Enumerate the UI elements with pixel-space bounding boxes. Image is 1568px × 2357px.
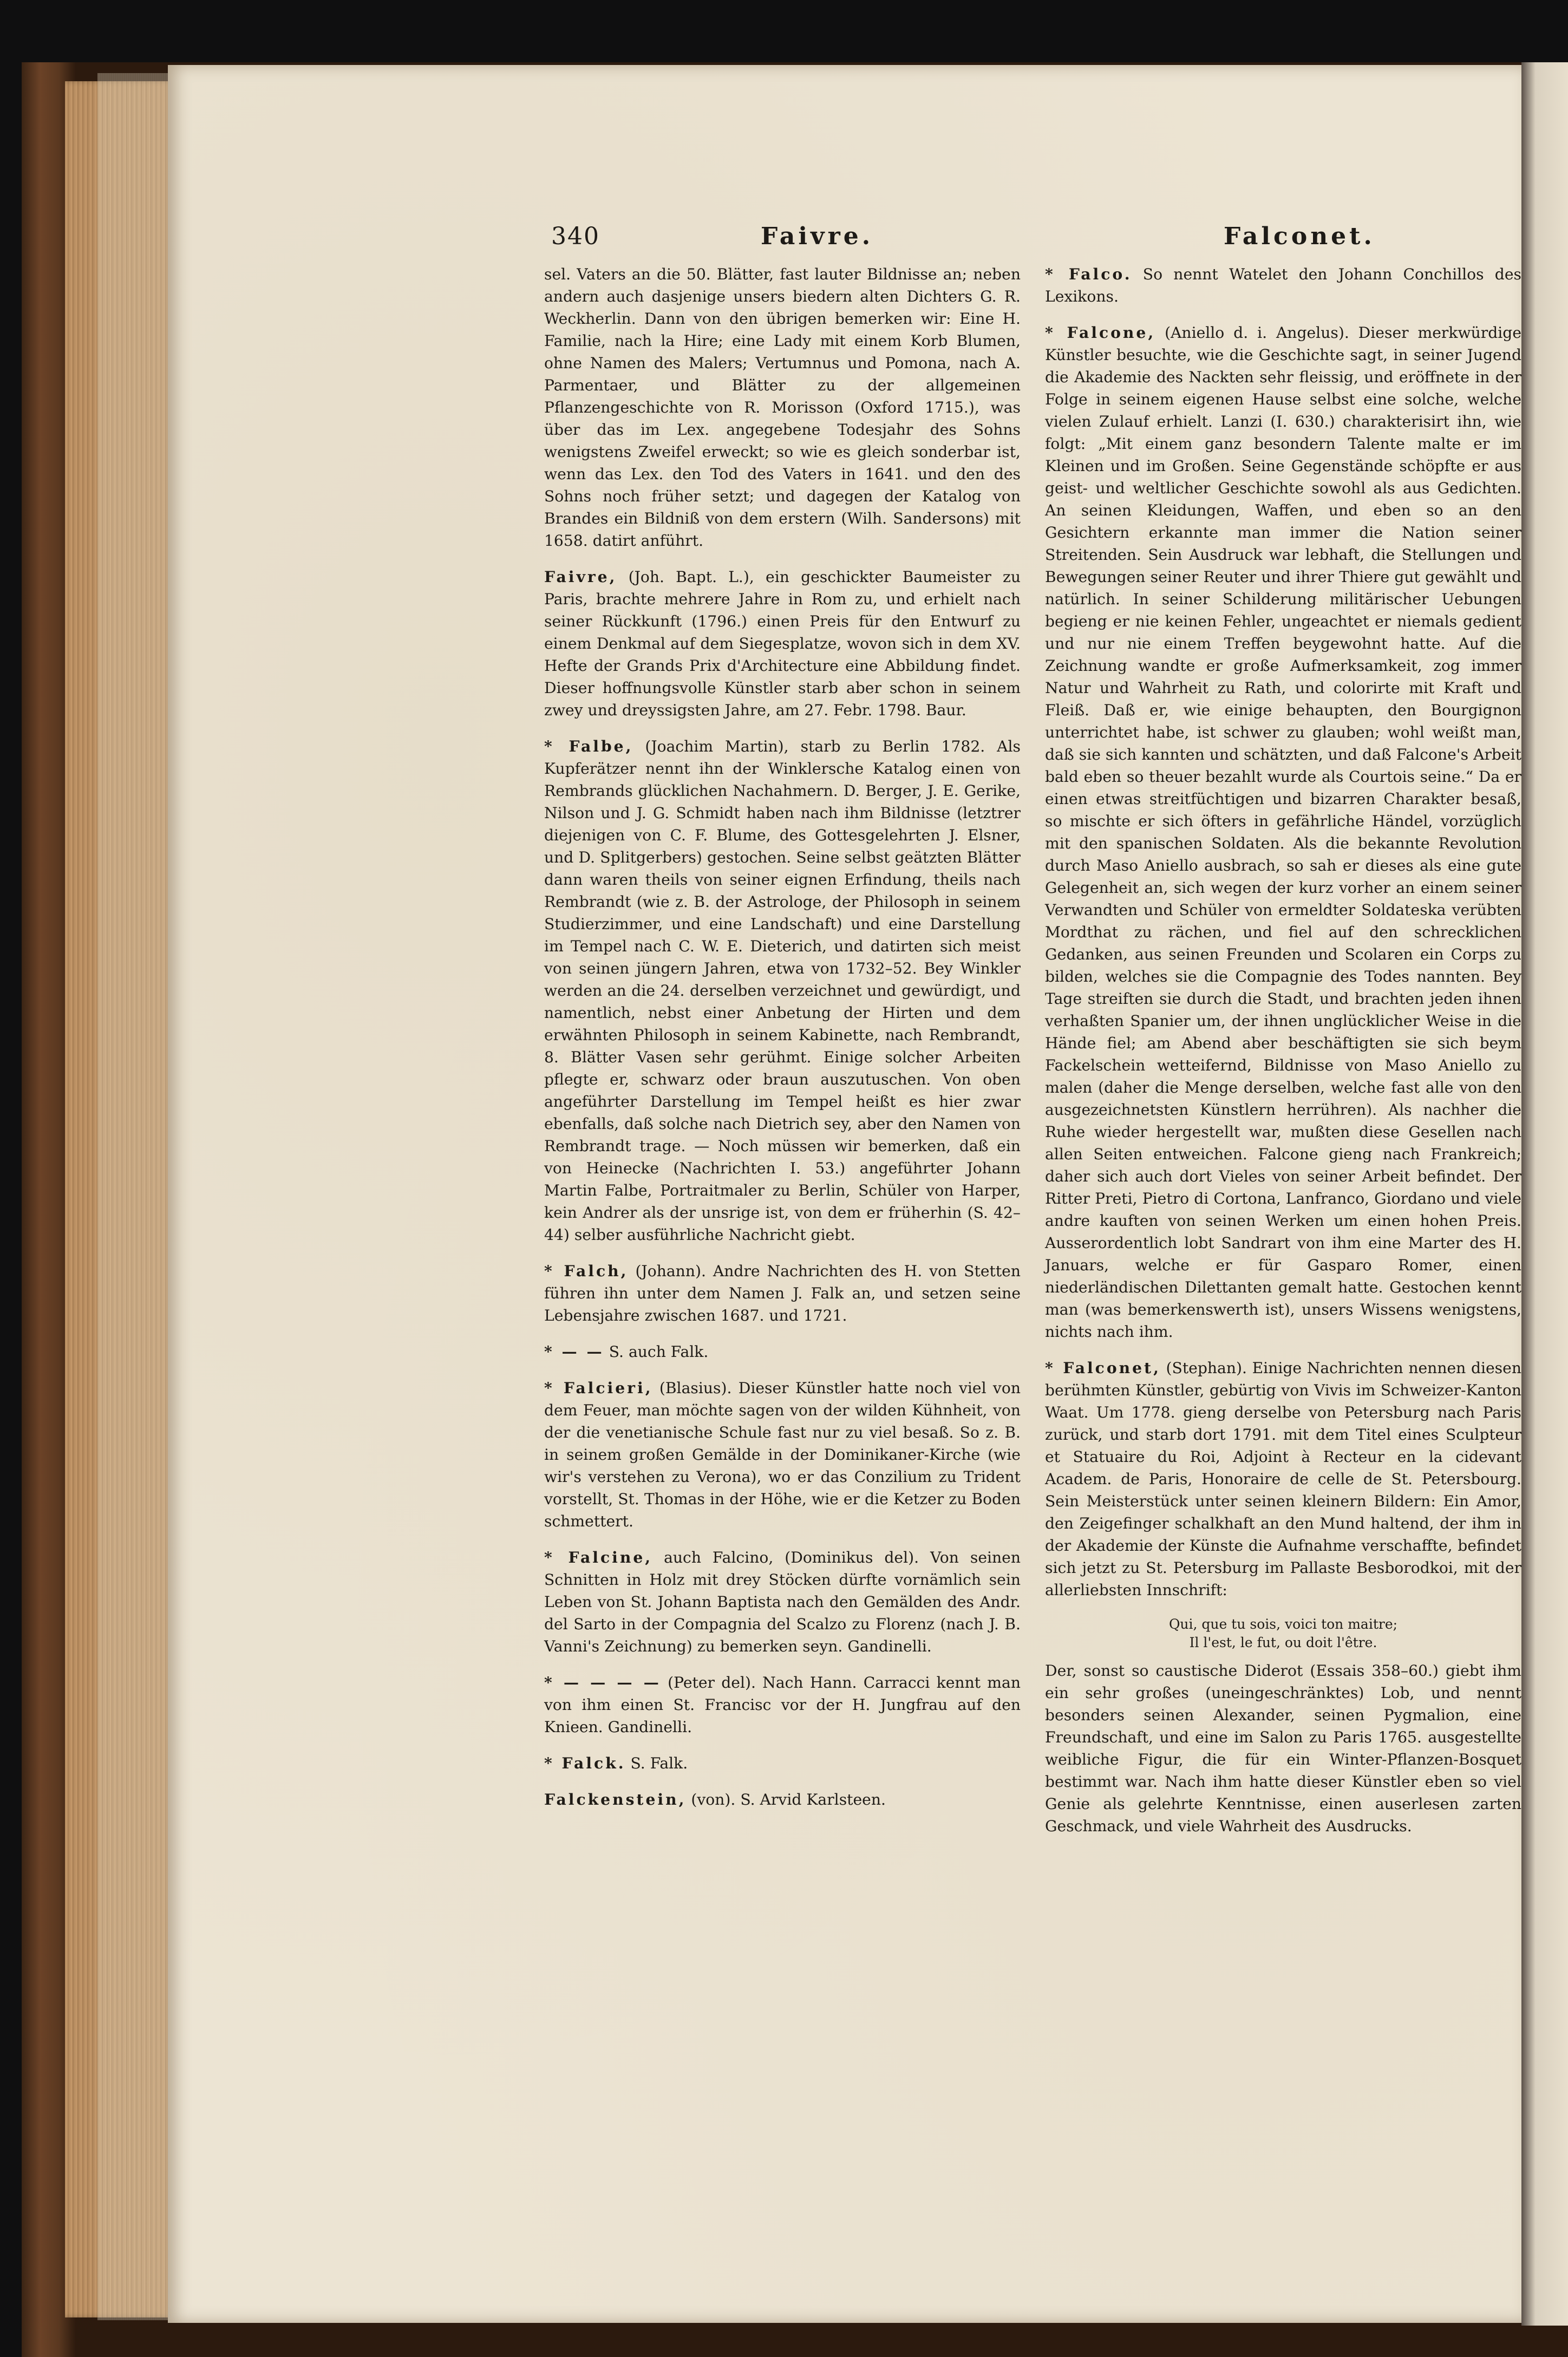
entry-text: (Peter del). Nach Hann. Carracci kennt man von ihm einen St. Francisc vor der H. Jungfrau auf den Knieen. Gandinelli. [544, 1674, 1021, 1736]
entry-text: (Joh. Bapt. L.), ein geschickter Baumeister zu Paris, brachte mehrere Jahre in Rom zu, und erhielt nach seiner Rückkunft (1796.) einen Preis für den Entwurf zu einem Denkmal auf dem Siegesplatze, wovon sich in dem XV. Hefte der Grands Prix d'Architecture eine Abbildung findet. Dieser hoffnungsvolle Künstler starb aber schon in seinem zwey und dreyssigsten Jahre, am 27. Febr. 1798. Baur. [544, 568, 1021, 719]
entry-text: S. Falk. [630, 1754, 688, 1772]
entry-text: So nennt Watelet den Johann Conchillos des Lexikons. [1045, 265, 1521, 305]
entry-text: S. auch Falk. [609, 1343, 709, 1361]
dictionary-entry [1045, 263, 1521, 308]
dictionary-entry [1045, 322, 1521, 1343]
dictionary-entry [544, 1546, 1021, 1657]
dictionary-entry [1045, 1660, 1521, 1837]
entry-headword: * Falconet, [1045, 1359, 1161, 1377]
entry-text: (Stephan). Einige Nachrichten nennen diesen berühmten Künstler, gebürtig von Vivis im Schweizer-Kanton Waat. Um 1778. gieng derselbe von Petersburg nach Paris zurück, und starb dort 1791. mit dem Titel eines Sculpteur et Statuaire du Roi, Adjoint à Recteur en la cidevant Academ. de Paris, Honoraire de celle de St. Petersbourg. Sein Meisterstück unter seinen kleinern Bildern: Ein Amor, den Zeigefinger schalkhaft an den Mund haltend, der ihm in der Akademie der Künste die Aufnahme verschaffte, befindet sich jetzt zu St. Petersburg im Pallaste Besborodkoi, mit der allerliebsten Innschrift: [1045, 1359, 1521, 1599]
verse-line: Qui, que tu sois, voici ton maitre; [1168, 1616, 1398, 1632]
entry-text: (Blasius). Dieser Künstler hatte noch viel von dem Feuer, man möchte sagen von der wilden Kühnheit, von der die venetianische Schule fast nur zu viel besaß. So z. B. in seinem großen Gemälde in der Dominikaner-Kirche (wie wir's verstehen zu Verona), wo er das Conzilium zu Trident vorstellt, St. Thomas in der Höhe, wie er die Ketzer zu Boden schmettert. [544, 1379, 1021, 1530]
entry-headword: * Falck. [544, 1754, 626, 1772]
right-column [1045, 263, 1521, 1851]
entry-headword: * Falbe, [544, 737, 633, 755]
entry-headword: * — — [544, 1343, 604, 1361]
book-page [168, 65, 1521, 2323]
entry-headword: * Falcieri, [544, 1379, 653, 1397]
entry-text: (Joachim Martin), starb zu Berlin 1782. Als Kupferätzer nennt ihn der Winklersche Katalog einen von Rembrands glücklichen Nachahmern. D. Berger, J. E. Gerike, Nilson und J. G. Schmidt haben nach ihm Bildnisse (letztrer diejenigen von C. F. Blume, des Gottesgelehrten J. Elsner, und D. Splitgerbers) gestochen. Seine selbst geätzten Blätter dann waren theils von seiner eignen Erfindung, theils nach Rembrandt (wie z. B. der Astrologe, der Philosoph in seinem Studierzimmer, und eine Landschaft) und eine Darstellung im Tempel nach C. W. E. Dieterich, und datirten sich meist von seinen jüngern Jahren, etwa von 1732–52. Bey Winkler werden an die 24. derselben verzeichnet und gewürdigt, und namentlich, nebst einer Anbetung der Hirten und dem erwähnten Philosoph in seinem Kabinette, nach Rembrandt, 8. Blätter Vasen sehr gerühmt. Einige solcher Arbeiten pflegte er, schwarz oder braun auszutuschen. Von oben angeführter Darstellung im Tempel heißt es hier zwar ebenfalls, daß solche nach Dietrich sey, aber den Namen von Rembrandt trage. — Noch müssen wir bemerken, daß ein von Heinecke (Nachrichten I. 53.) angeführter Johann Martin Falbe, Portraitmaler zu Berlin, Schüler von Harper, kein Andrer als der unsrige ist, von dem er früherhin (S. 42–44) selber ausführliche Nachricht giebt. [544, 737, 1021, 1244]
entry-headword: Falckenstein, [544, 1791, 687, 1808]
dictionary-entry [1045, 1357, 1521, 1601]
dictionary-entry [544, 1377, 1021, 1532]
entry-headword: * — — — — [544, 1674, 661, 1692]
dictionary-entry [544, 1752, 1021, 1774]
dictionary-entry [544, 263, 1021, 552]
entry-text: (von). S. Arvid Karlsteen. [691, 1791, 886, 1808]
entry-text: auch Falcino, (Dominikus del). Von seinen Schnitten in Holz mit drey Stöcken dürfte vornämlich sein Leben von St. Johann Baptista nach den Gemälden des Andr. del Sarto in der Compagnia del Scalzo zu Florenz (nach J. B. Vanni's Zeichnung) zu bemerken seyn. Gandinelli. [544, 1549, 1021, 1655]
dictionary-entry [544, 566, 1021, 721]
running-head-right: Falconet. [1224, 223, 1375, 250]
page-number: 340 [551, 223, 600, 250]
facing-page-edge [1521, 62, 1568, 2326]
dictionary-entry [544, 1260, 1021, 1327]
entry-headword: Faivre, [544, 568, 617, 586]
left-column [544, 263, 1021, 1825]
entry-headword: * Falcine, [544, 1549, 653, 1566]
dictionary-entry [544, 1672, 1021, 1738]
entry-text: sel. Vaters an die 50. Blätter, fast lauter Bildnisse an; neben andern auch dasjenige unsers biedern alten Dichters G. R. Weckherlin. Dann von den übrigen bemerken wir: Eine H. Familie, nach la Hire; eine Lady mit einem Korb Blumen, ohne Namen des Malers; Vertumnus und Pomona, nach A. Parmentaer, und Blätter zu der allgemeinen Pflanzengeschichte von R. Morisson (Oxford 1715.), was über das im Lex. angegebene Todesjahr des Sohns wenigstens Zweifel erweckt; so wie es gleich sonderbar ist, wenn das Lex. den Tod des Vaters in 1641. und den des Sohns noch früher setzt; und dagegen der Katalog von Brandes ein Bildniß von dem erstern (Wilh. Sandersons) mit 1658. datirt anführt. [544, 265, 1021, 550]
verse-quote [1045, 1615, 1521, 1652]
running-head [168, 223, 1521, 255]
entry-headword: * Falcone, [1045, 324, 1156, 342]
entry-headword: * Falch, [544, 1262, 629, 1280]
dictionary-entry [544, 1341, 1021, 1363]
entry-headword: * Falco. [1045, 265, 1132, 283]
entry-text: (Aniello d. i. Angelus). Dieser merkwürdige Künstler besuchte, wie die Geschichte sagt, in seiner Jugend die Akademie des Nackten sehr fleissig, und eröffnete in der Folge in seinem eigenen Hause selbst eine solche, welche vielen Zulauf erhielt. Lanzi (I. 630.) charakterisirt ihn, wie folgt: „Mit einem ganz besondern Talente malte er im Kleinen und im Großen. Seine Gegenstände schöpfte er aus geist- und weltlicher Geschichte sowohl als aus Gedichten. An seinen Kleidungen, Waffen, und eben so an den Gesichtern erkannte man immer die Nation seiner Streitenden. Sein Ausdruck war lebhaft, die Stellungen und Bewegungen seiner Reuter und ihrer Thiere gut gewählt und natürlich. In seiner Schilderung militärischer Uebungen begieng er nie keinen Fehler, ungeachtet er niemals gedient und nur nie einem Treffen beygewohnt hatte. Auf die Zeichnung wandte er große Aufmerksamkeit, zog immer Natur und Wahrheit zu Rath, und colorirte mit Kraft und Fleiß. Daß er, wie einige behaupten, den Bourgignon unterrichtet habe, ist schwer zu glauben; wohl weißt man, daß sie sich kannten und schätzten, und daß Falcone's Arbeit bald eben so theuer bezahlt wurde als Courtois seine.“ Da er einen etwas streitfüchtigen und bizarren Charakter besaß, so mischte er sich öfters in gefährliche Händel, vorzüglich mit den spanischen Soldaten. Als die bekannte Revolution durch Maso Aniello ausbrach, so sah er dieses als eine gute Gelegenheit an, sich wegen der kurz vorher an einem seiner Verwandten und Schüler von ermeldter Soldateska verübten Mordthat zu rächen, und fiel auf den schrecklichen Gedanken, aus seinen Freunden und Scolaren ein Corps zu bilden, welches sie die Compagnie des Todes nannten. Bey Tage streiften sie durch die Stadt, und brachten jeden ihnen verhaßten Spanier um, der ihnen unglücklicher Weise in die Hände fiel; am Abend aber beschäftigten sie sich beym Fackelschein wetteifernd, Bildnisse von Maso Aniello zu malen (daher die Menge derselben, welche fast alle von den ausgezeichnetsten Künstlern herrühren). Als nachher die Ruhe wieder hergestellt war, mußten diese Gesellen nach allen Seiten entweichen. Falcone gieng nach Frankreich; daher sich auch dort Vieles von seiner Arbeit befindet. Der Ritter Preti, Pietro di Cortona, Lanfranco, Giordano und viele andre kauften von seinen Werken um einen hohen Preis. Ausserordentlich lobt Sandrart von ihm eine Marter des H. Januars, welche er für Gasparo Romer, einen niederländischen Dilettanten gemalt hatte. Gestochen kennt man (was bemerkenswerth ist), unsers Wissens wenigstens, nichts nach ihm. [1045, 324, 1522, 1341]
entry-text: (Johann). Andre Nachrichten des H. von Stetten führen ihn unter dem Namen J. Falk an, und setzen seine Lebensjahre zwischen 1687. und 1721. [544, 1262, 1021, 1324]
page-leaves [97, 73, 179, 2320]
verse-line: Il l'est, le fut, ou doit l'être. [1189, 1635, 1377, 1650]
running-head-left: Faivre. [761, 223, 874, 250]
dictionary-entry [544, 1788, 1021, 1811]
entry-text: Der, sonst so caustische Diderot (Essais 358–60.) giebt ihm ein sehr großes (uneingeschränktes) Lob, und nennt besonders seinen Alexander, seinen Pygmalion, eine Freundschaft, und eine im Salon zu Paris 1765. ausgestellte weibliche Figur, die für ein Winter-Pflanzen-Bosquet bestimmt war. Nach ihm hatte dieser Künstler eben so viel Genie als gelehrte Kenntnisse, einen auserlesen zarten Geschmack, und viele Wahrheit des Ausdrucks. [1045, 1662, 1521, 1835]
dictionary-entry [544, 735, 1021, 1246]
